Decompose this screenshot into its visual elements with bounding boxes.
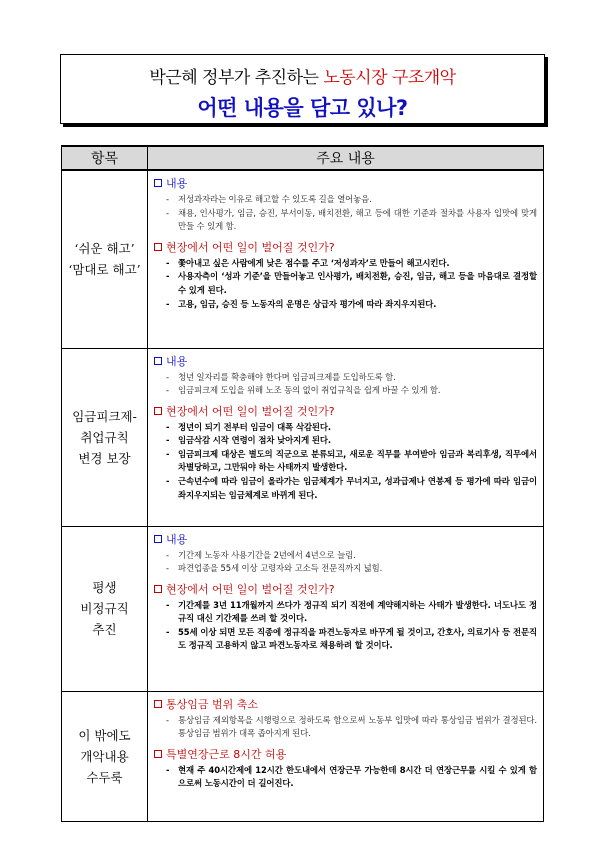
- title-line-1: [61, 63, 544, 88]
- list-item: - 채용, 인사평가, 임금, 승진, 부서이동, 배치전환, 해고 등에 대한 기준과 절차를 사용자 입맛에 맞게 만들 수 있게 함.: [154, 207, 537, 234]
- category-line: 이 밖에도: [78, 727, 131, 743]
- title-prefix: 박근혜 정부가 추진하는: [149, 68, 324, 88]
- table-row: [62, 526, 544, 691]
- bullet-list: [154, 714, 537, 741]
- checkbox-square-icon: [154, 179, 162, 187]
- category-line: 취업규칙: [80, 429, 129, 445]
- category-line: 추진: [92, 622, 117, 637]
- bullet-list: [154, 421, 537, 503]
- section-heading-text: 내용: [166, 354, 188, 368]
- header-content: 주요 내용: [148, 146, 544, 170]
- category-line: 임금피크제-: [72, 408, 137, 424]
- checkbox-square-icon: [154, 243, 162, 251]
- list-item: - 파견업종을 55세 이상 고령자와 고소득 전문직까지 넓힘.: [154, 562, 537, 576]
- category-line: 비정규직: [80, 601, 129, 616]
- section-heading-text: 통상임금 범위 축소: [166, 697, 259, 711]
- table-row: [62, 170, 544, 348]
- list-item: - 55세 이상 되면 모든 직종에 정규직을 파견노동자로 바꾸게 될 것이고, 간호사, 의료기사 등 전문직도 정규직 고용하지 않고 파견노동자로 채용하려 할 것이다.: [154, 626, 537, 653]
- section-heading-text: 현장에서 어떤 일이 벌어질 것인가?: [166, 582, 335, 596]
- section-heading-text: 내용: [166, 177, 188, 190]
- content-table: [61, 145, 544, 822]
- header-category: 항목: [62, 146, 148, 170]
- category-line: ‘쉬운 해고’: [74, 241, 135, 257]
- section-heading-text: 현장에서 어떤 일이 벌어질 것인가?: [166, 240, 335, 254]
- list-item: - 임금피크제 대상은 별도의 직군으로 분류되고, 새로운 직무를 부여받아 임금과 복리후생, 직무에서 차별당하고, 그만둬야 하는 사태까지 발생한다.: [154, 448, 537, 475]
- table-header-row: [62, 146, 544, 170]
- section-heading-text: 내용: [166, 532, 188, 546]
- bullet-list: [154, 599, 537, 653]
- checkbox-square-icon: [154, 700, 162, 708]
- bullet-list: [154, 257, 537, 311]
- checkbox-square-icon: [154, 407, 162, 415]
- row-content: [148, 348, 544, 526]
- list-item: - 임금피크제 도입을 위해 노조 동의 없이 취업규칙을 쉽게 바꿀 수 있게 함.: [154, 384, 537, 398]
- section-heading: [154, 354, 537, 369]
- checkbox-square-icon: [154, 585, 162, 593]
- title-highlight: 노동시장 구조개악: [323, 68, 456, 88]
- title-box: [60, 54, 545, 124]
- list-item: - 정년이 되기 전부터 임금이 대폭 삭감된다.: [154, 421, 537, 435]
- row-content: [148, 170, 544, 348]
- row-category: [62, 348, 148, 526]
- bullet-list: [154, 371, 537, 398]
- list-item: - 기간제를 3년 11개월까지 쓰다가 정규직 되기 직전에 계약해지하는 사태가 발생한다. 너도나도 정규직 대신 기간제를 쓰려 할 것이다.: [154, 599, 537, 626]
- category-line: 평생: [92, 580, 117, 595]
- table-row: [62, 348, 544, 526]
- list-item: - 청년 일자리를 확충해야 한다며 임금피크제를 도입하도록 함.: [154, 371, 537, 385]
- section-heading: [154, 747, 537, 762]
- row-category: [62, 170, 148, 348]
- category-line: ‘맘대로 해고’: [68, 262, 141, 278]
- section-heading: [154, 404, 537, 419]
- row-category: [62, 526, 148, 691]
- category-line: 변경 보장: [78, 450, 131, 466]
- list-item: - 임금삭감 시작 연령이 점차 낮아지게 된다.: [154, 434, 537, 448]
- list-item: - 기간제 노동자 사용기간을 2년에서 4년으로 늘림.: [154, 549, 537, 563]
- category-line: 수두룩: [86, 769, 123, 785]
- row-category: [62, 691, 148, 821]
- row-content: [148, 691, 544, 821]
- list-item: - 저성과자라는 이유로 해고할 수 있도록 길을 열어놓음.: [154, 193, 537, 207]
- bullet-list: [154, 193, 537, 234]
- checkbox-square-icon: [154, 357, 162, 365]
- section-heading-text: 현장에서 어떤 일이 벌어질 것인가?: [166, 404, 335, 418]
- section-heading: [154, 532, 537, 547]
- list-item: - 근속년수에 따라 임금이 올라가는 임금체계가 무너지고, 성과급제나 연봉제 등 평가에 따라 임금이 좌지우지되는 임금체계로 바뀌게 된다.: [154, 475, 537, 502]
- table-row: [62, 691, 544, 821]
- section-heading: [154, 176, 537, 191]
- section-heading: [154, 582, 537, 597]
- list-item: - 현재 주 40시간제에 12시간 한도내에서 연장근무 가능한데 8시간 더 연장근무를 시킬 수 있게 함으로써 노동시간이 더 길어진다.: [154, 764, 537, 791]
- list-item: - 고용, 임금, 승진 등 노동자의 운명은 상급자 평가에 따라 좌지우지된다.: [154, 298, 537, 312]
- section-heading-text: 특별연장근로 8시간 허용: [166, 747, 287, 761]
- bullet-list: [154, 764, 537, 791]
- category-line: 개악내용: [80, 748, 129, 764]
- list-item: - 쫓아내고 싶은 사람에게 낮은 점수를 주고 ‘저성과자’로 만들어 해고시킨다.: [154, 257, 537, 271]
- checkbox-square-icon: [154, 750, 162, 758]
- checkbox-square-icon: [154, 535, 162, 543]
- bullet-list: [154, 549, 537, 576]
- row-content: [148, 526, 544, 691]
- section-heading: [154, 697, 537, 712]
- title-line-2: 어떤 내용을 담고 있나?: [197, 96, 408, 120]
- list-item: - 통상임금 제외항목을 시행령으로 정하도록 함으로써 노동부 입맛에 따라 통상임금 범위가 결정된다. 통상임금 범위가 대폭 좁아지게 된다.: [154, 714, 537, 741]
- section-heading: [154, 240, 537, 255]
- list-item: - 사용자측이 ‘성과 기준’을 만들어놓고 인사평가, 배치전환, 승진, 임금, 해고 등을 마음대로 결정할 수 있게 된다.: [154, 270, 537, 297]
